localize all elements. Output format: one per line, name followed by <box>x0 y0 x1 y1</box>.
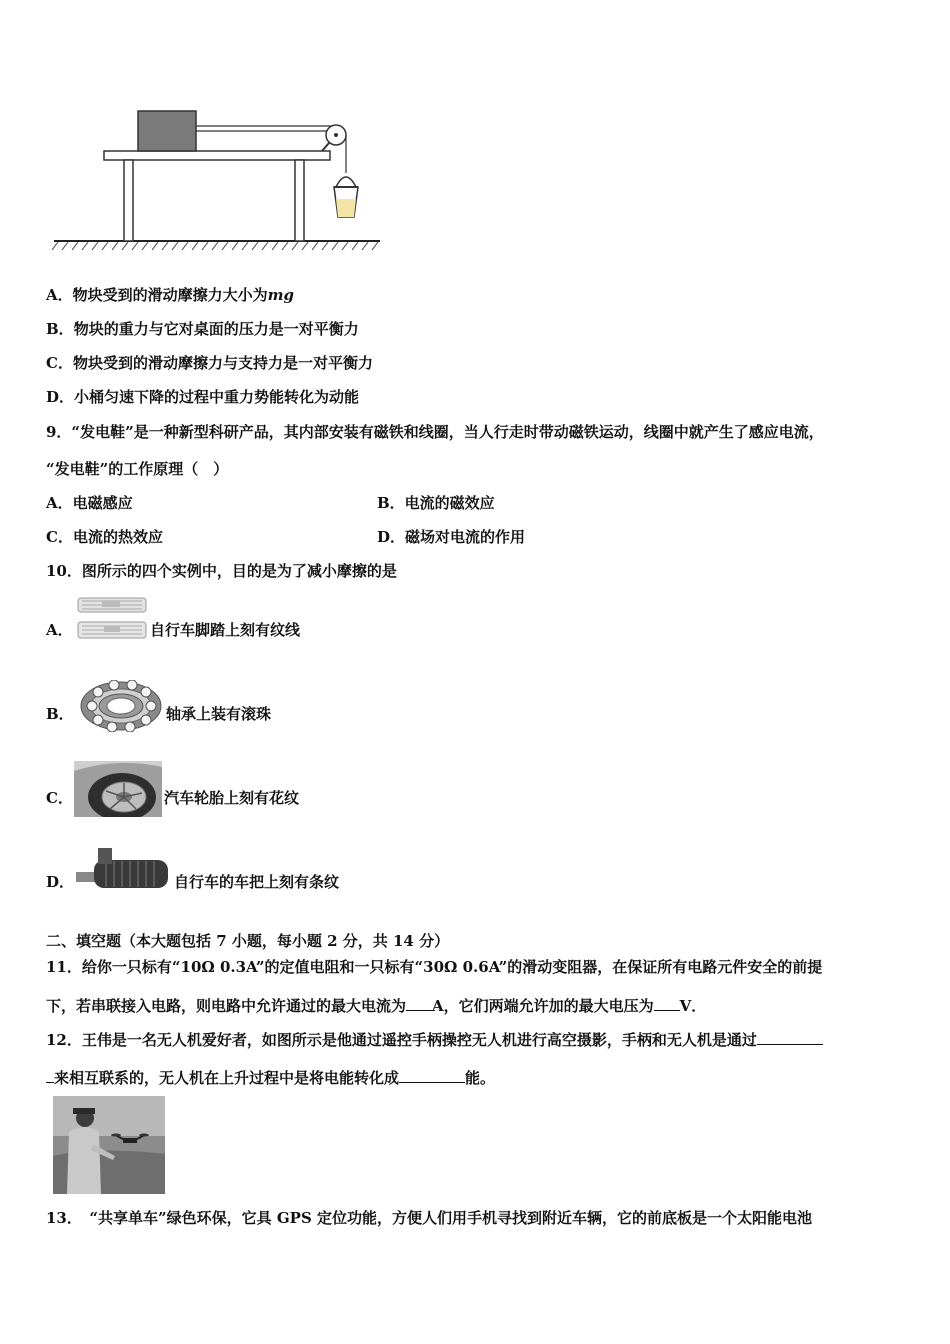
q9-option-b: B．电流的磁效应 <box>377 494 495 512</box>
q10-option-b-text: 轴承上装有滚珠 <box>166 705 272 723</box>
q11-text-c: V． <box>679 997 707 1015</box>
blank-energy[interactable] <box>399 1066 465 1083</box>
q12-line2 <box>46 1066 495 1088</box>
blank-medium-continued <box>46 1066 54 1083</box>
option-text: 小桶匀速下降的过程中重力势能转化为动能 <box>74 388 360 406</box>
option-letter: C． <box>46 354 73 372</box>
q10-stem: 10．图所示的四个实例中，目的是为了减小摩擦的是 <box>46 562 397 580</box>
q11-text-b: A，它们两端允许加的最大电压为 <box>432 997 654 1015</box>
q9-option-a: A．电磁感应 <box>46 494 133 512</box>
option-text: 物块的重力与它对桌面的压力是一对平衡力 <box>73 320 359 338</box>
q8-option-d <box>46 387 359 407</box>
option-letter: D． <box>46 388 75 406</box>
option-letter: B． <box>46 320 74 338</box>
q12-text-1: 12．王伟是一名无人机爱好者，如图所示是他通过遥控手柄操控无人机进行高空摄影，手柄和无人机是通过 <box>46 1031 757 1049</box>
q11-text-a: 下，若串联接入电路，则电路中允许通过的最大电流为 <box>46 997 407 1015</box>
ball-bearing-image <box>78 680 164 732</box>
blank-voltage[interactable] <box>654 994 680 1011</box>
bicycle-pedal-image <box>76 596 150 642</box>
table-pulley-figure <box>52 105 387 253</box>
q8-option-c <box>46 353 373 373</box>
q8-option-b <box>46 319 359 339</box>
math-symbol: mg <box>267 286 295 304</box>
q11-line2 <box>46 994 706 1016</box>
q9-option-d: D．磁场对电流的作用 <box>377 528 526 546</box>
drone-operator-photo <box>53 1096 165 1194</box>
q13-line1: 13． “共享单车”绿色环保，它具 GPS 定位功能，方便人们用手机寻找到附近车辆，它的前底板是一个太阳能电池 <box>46 1209 813 1227</box>
option-text: 物块受到的滑动摩擦力与支持力是一对平衡力 <box>72 354 373 372</box>
q10-option-c-letter: C． <box>46 789 73 807</box>
q12-text-b: 能。 <box>465 1069 496 1087</box>
blank-medium[interactable] <box>757 1028 823 1045</box>
q12-line1 <box>46 1028 823 1050</box>
option-letter: A． <box>46 286 73 304</box>
blank-current[interactable] <box>406 994 432 1011</box>
section-heading: 二、填空题（本大题包括 7 小题，每小题 2 分，共 14 分） <box>46 932 450 950</box>
q9-stem-line1: 9．“发电鞋”是一种新型科研产品，其内部安装有磁铁和线圈，当人行走时带动磁铁运动，线圈中就产生了感应电流， <box>46 423 824 441</box>
q12-text-a: 来相互联系的，无人机在上升过程中是将电能转化成 <box>54 1069 400 1087</box>
option-text: 物块受到的滑动摩擦力大小为 <box>72 286 268 304</box>
q9-option-c: C．电流的热效应 <box>46 528 163 546</box>
handlebar-grip-image <box>76 846 172 894</box>
q10-option-d-text: 自行车的车把上刻有条纹 <box>174 873 340 891</box>
q11-line1: 11．给你一只标有“10Ω 0.3A”的定值电阻和一只标有“30Ω 0.6A”的滑动变阻器，在保证所有电路元件安全的前提 <box>46 958 823 976</box>
q9-stem-line2: “发电鞋”的工作原理（ ） <box>46 460 229 478</box>
q8-option-a <box>46 285 294 305</box>
q10-option-d-letter: D． <box>46 873 75 891</box>
q10-option-b-letter: B． <box>46 705 74 723</box>
q10-option-a-letter: A． <box>46 621 73 639</box>
q10-option-a-text: 自行车脚踏上刻有纹线 <box>150 621 301 639</box>
q10-option-c-text: 汽车轮胎上刻有花纹 <box>164 789 300 807</box>
car-tire-image <box>74 761 162 817</box>
